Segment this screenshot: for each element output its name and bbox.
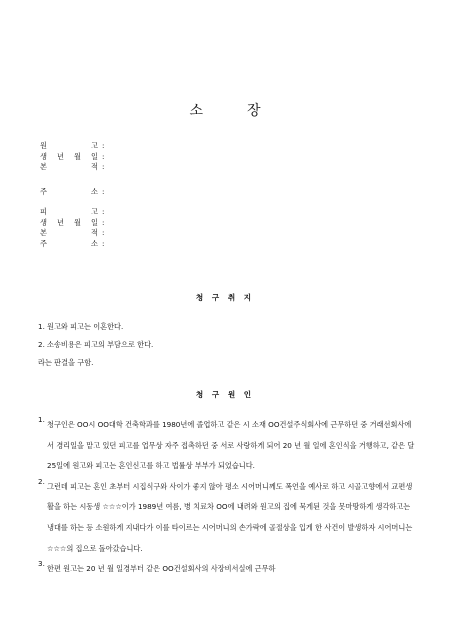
claim-section-title: 청 구 취 지 [195, 293, 255, 302]
cause-item [38, 559, 418, 580]
cause-list [38, 415, 418, 580]
title-char: 소 [189, 103, 203, 119]
label-char: 일 [91, 217, 98, 227]
item-number: 1. [38, 322, 45, 331]
defendant-row [40, 207, 104, 218]
item-text: 한편 원고는 20 년 월 일경부터 같은 OO건설회사의 사장비서실에 근무하 [47, 564, 276, 574]
field-label [40, 141, 98, 152]
colon: : [102, 187, 105, 196]
plaintiff-birthdate-row [40, 152, 104, 163]
label-char: 주 [40, 187, 47, 196]
colon: : [102, 162, 105, 171]
field-label [40, 187, 98, 198]
colon: : [102, 141, 105, 150]
item-text: 원고와 피고는 이혼한다. [47, 322, 124, 331]
label-char: 본 [40, 162, 47, 171]
colon: : [102, 151, 105, 161]
label-char: 년 [57, 151, 64, 161]
field-label [40, 207, 98, 218]
label-char: 피 [40, 207, 47, 216]
plaintiff-address-row [40, 187, 104, 198]
colon: : [102, 207, 105, 216]
colon: : [102, 238, 105, 248]
field-label [40, 239, 98, 250]
defendant-block [40, 207, 104, 249]
claim-item [38, 322, 418, 332]
claim-list [38, 322, 418, 368]
item-text: 소송비용은 피고의 부담으로 한다. [47, 340, 154, 349]
cause-item [38, 415, 418, 477]
label-char: 일 [91, 151, 98, 161]
label-char: 월 [74, 151, 81, 161]
label-char: 생 [40, 151, 47, 161]
label-char: 소 [91, 187, 98, 196]
document-title [0, 100, 450, 120]
field-label [40, 228, 98, 239]
cause-section-title: 청 구 원 인 [195, 390, 255, 399]
label-char: 생 [40, 217, 47, 227]
label-char: 소 [91, 238, 98, 248]
field-label [40, 162, 98, 173]
label-char: 원 [40, 141, 47, 150]
item-number: 2. [38, 476, 45, 486]
plaintiff-domicile-row [40, 162, 104, 173]
plaintiff-address-block [40, 187, 104, 198]
plaintiff-block [40, 141, 104, 173]
item-number: 3. [38, 559, 45, 569]
cause-item [38, 477, 418, 559]
item-text: 그런데 피고는 혼인 초부터 시집식구와 사이가 좋지 않아 평소 시어머니께도 폭언을 예사로 하고 시골고향에서 교편생활을 하는 시동생 ☆☆☆이가 1989년 여름, 병 치료차 OO에 내려와 원고의 집에 묵게된 것을 못마땅하게 생각하고는 냉대를 하는 등 소원하게 지내다가 이를 타이르는 시어머니의 손가락에 골절상을 입게 한 사건이 발생하자 시어머니는 ☆☆☆의 집으로 돌아갔습니다. [47, 481, 413, 553]
label-char: 적 [91, 162, 98, 171]
field-label [40, 152, 98, 163]
plaintiff-row [40, 141, 104, 152]
item-text: 청구인은 OO시 OO대학 건축학과를 1980년에 졸업하고 같은 시 소재 OO건설주식회사에 근무하던 중 거래선회사에서 경리일을 맡고 있던 피고를 업무상 자주 접촉하던 중 서로 사랑하게 되어 20 년 월 일에 혼인식을 거행하고, 같은 달 25일에 원고와 피고는 혼인신고를 하고 법률상 부부가 되었습니다. [47, 420, 415, 471]
label-char: 고 [91, 207, 98, 216]
claim-closing: 라는 판결을 구함. [38, 358, 94, 367]
defendant-domicile-row [40, 228, 104, 239]
item-number: 1. [38, 415, 45, 424]
colon: : [102, 228, 105, 237]
defendant-birthdate-row [40, 218, 104, 229]
label-char: 본 [40, 228, 47, 237]
label-char: 고 [91, 141, 98, 150]
colon: : [102, 217, 105, 227]
label-char: 월 [74, 217, 81, 227]
defendant-address-row [40, 239, 104, 250]
field-label [40, 218, 98, 229]
claim-item [38, 340, 418, 350]
title-char: 장 [247, 103, 261, 119]
label-char: 주 [40, 238, 47, 248]
label-char: 년 [57, 217, 64, 227]
item-number: 2. [38, 340, 45, 349]
label-char: 적 [91, 228, 98, 237]
